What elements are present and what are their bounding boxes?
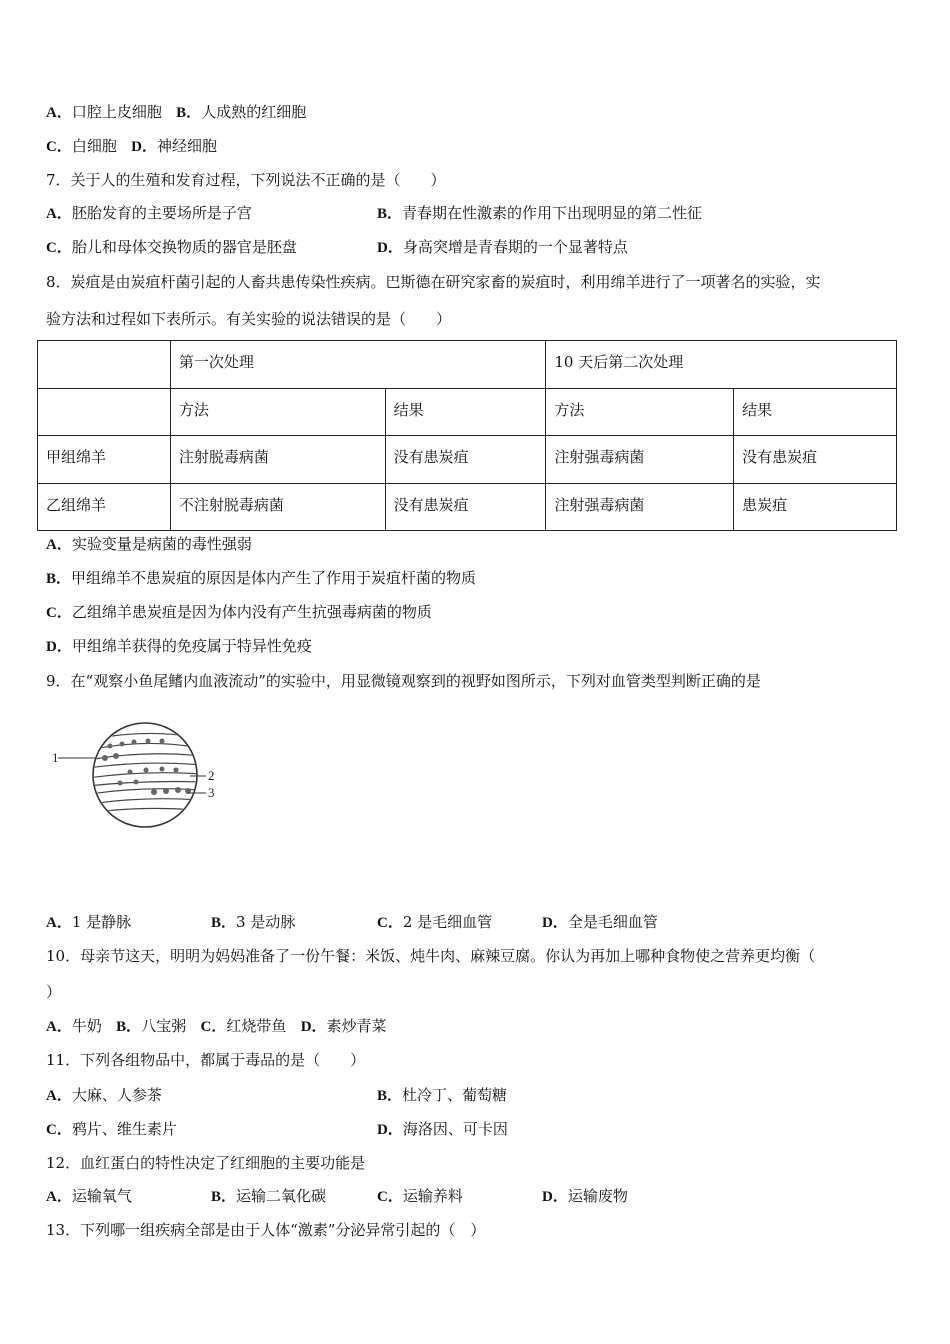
q8-option-d	[46, 636, 312, 657]
q11-option-c-label: C．	[46, 1122, 72, 1138]
q8-option-c-label: C．	[46, 605, 72, 621]
q10-option-b-label: B．	[116, 1019, 142, 1035]
q8-option-a-label: A．	[46, 537, 72, 553]
figure-label-1: 1	[52, 750, 59, 765]
q13-stem: 13．下列哪一组疾病全部是由于人体“激素”分泌异常引起的（ ）	[46, 1221, 486, 1239]
q10-option-a-text: 牛奶	[71, 1017, 102, 1035]
q12-option-c-label: C．	[377, 1189, 403, 1205]
q10-option-d-label: D．	[300, 1019, 327, 1035]
table-header-method-2: 方法	[546, 388, 734, 436]
table-header-result-1: 结果	[385, 388, 546, 436]
q7-option-a	[46, 203, 252, 224]
q9-option-a	[46, 912, 131, 933]
figure-label-3: 3	[208, 785, 215, 800]
q10-stem-line1: 10．母亲节这天，明明为妈妈准备了一份午餐：米饭、炖牛肉、麻辣豆腐。你认为再加上哪种食物使之营养更均衡（	[46, 947, 816, 965]
table-cell-group: 乙组绵羊	[38, 483, 171, 531]
q8-option-c	[46, 602, 432, 623]
q12-option-a-text: 运输氧气	[71, 1187, 132, 1205]
q7-option-b	[377, 203, 702, 224]
q8-option-a-text: 实验变量是病菌的毒性强弱	[71, 535, 252, 553]
q12-option-d-label: D．	[542, 1189, 568, 1205]
q9-option-b-label: B．	[211, 915, 237, 931]
table-cell-result-2: 没有患炭疽	[734, 436, 897, 484]
q9-option-a-label: A．	[46, 915, 72, 931]
q12-option-c	[377, 1186, 463, 1207]
q10-option-c-text: 红烧带鱼	[226, 1017, 287, 1035]
q12-option-a-label: A．	[46, 1189, 72, 1205]
table-cell-method-2: 注射强毒病菌	[546, 436, 734, 484]
q6-option-b-text: 人成熟的红细胞	[201, 103, 307, 121]
q8-stem-line1: 8．炭疽是由炭疽杆菌引起的人畜共患传染性疾病。巴斯德在研究家畜的炭疽时，利用绵羊进行了一项著名的实验，实	[46, 273, 821, 291]
q9-option-c	[377, 912, 492, 933]
q8-option-b-label: B．	[46, 571, 72, 587]
q6-option-d-text: 神经细胞	[157, 137, 218, 155]
q7-option-c-label: C．	[46, 240, 72, 256]
table-header-method-1: 方法	[170, 388, 385, 436]
q9-option-b	[211, 912, 295, 933]
q7-stem: 7．关于人的生殖和发育过程，下列说法不正确的是（ ）	[46, 171, 446, 189]
q7-option-b-text: 青春期在性激素的作用下出现明显的第二性征	[402, 204, 703, 222]
q7-option-c	[46, 237, 297, 258]
q11-option-c	[46, 1119, 177, 1140]
q7-option-b-label: B．	[377, 206, 403, 222]
q12-option-a	[46, 1186, 132, 1207]
q11-option-c-text: 鸦片、维生素片	[71, 1120, 177, 1138]
q7-option-d-text: 身高突增是青春期的一个显著特点	[402, 238, 628, 256]
q10-option-c-label: C．	[200, 1019, 227, 1035]
q10-option-a-label: A．	[46, 1019, 72, 1035]
q11-option-a-text: 大麻、人参茶	[71, 1086, 162, 1104]
table-cell-result-1: 没有患炭疽	[385, 483, 546, 531]
q8-stem-line2: 验方法和过程如下表所示。有关实验的说法错误的是（ ）	[46, 310, 452, 328]
q6-option-a-text: 口腔上皮细胞	[71, 103, 162, 121]
q9-option-d	[542, 912, 658, 933]
q6-options-row2	[46, 136, 217, 157]
q9-option-a-text: 1 是静脉	[71, 913, 132, 931]
q12-stem: 12．血红蛋白的特性决定了红细胞的主要功能是	[46, 1154, 366, 1172]
microscope-field-illustration	[50, 720, 230, 830]
fish-tail-microscope-figure	[50, 720, 230, 834]
table-header-row-1	[38, 341, 897, 389]
q11-option-a	[46, 1085, 162, 1106]
q7-option-c-text: 胎儿和母体交换物质的器官是胚盘	[71, 238, 297, 256]
q6-option-b-label: B．	[176, 105, 202, 121]
q11-stem: 11．下列各组物品中，都属于毒品的是（ ）	[46, 1051, 366, 1069]
q7-option-a-label: A．	[46, 206, 72, 222]
q6-option-c-label: C．	[46, 139, 72, 155]
q11-option-d-text: 海洛因、可卡因	[402, 1120, 508, 1138]
table-blank-cell	[38, 388, 171, 436]
q12-option-c-text: 运输养料	[402, 1187, 463, 1205]
q6-option-a-label: A．	[46, 105, 72, 121]
table-header-second-treatment: 10 天后第二次处理	[546, 341, 897, 389]
q9-option-d-label: D．	[542, 915, 568, 931]
q8-experiment-table	[37, 340, 897, 531]
q8-option-b-text: 甲组绵羊不患炭疽的原因是体内产生了作用于炭疽杆菌的物质	[71, 569, 477, 587]
q11-option-a-label: A．	[46, 1088, 72, 1104]
q12-option-d	[542, 1186, 628, 1207]
table-cell-result-1: 没有患炭疽	[385, 436, 546, 484]
q12-option-b-text: 运输二氧化碳	[236, 1187, 327, 1205]
q12-option-b-label: B．	[211, 1189, 237, 1205]
q9-stem: 9．在“观察小鱼尾鳍内血液流动”的实验中，用显微镜观察到的视野如图所示，下列对血管类型判断正确的是	[46, 672, 761, 690]
q10-options	[46, 1016, 387, 1037]
q9-option-d-text: 全是毛细血管	[567, 913, 658, 931]
q11-option-b-text: 杜冷丁、葡萄糖	[402, 1086, 508, 1104]
q11-option-b-label: B．	[377, 1088, 403, 1104]
table-cell-method-2: 注射强毒病菌	[546, 483, 734, 531]
table-header-result-2: 结果	[734, 388, 897, 436]
q8-option-d-label: D．	[46, 639, 72, 655]
q10-stem-line2: ）	[46, 983, 62, 1001]
table-row	[38, 436, 897, 484]
q9-option-c-label: C．	[377, 915, 403, 931]
q12-option-d-text: 运输废物	[567, 1187, 628, 1205]
table-cell-method-1: 注射脱毒病菌	[170, 436, 385, 484]
q11-option-d-label: D．	[377, 1122, 403, 1138]
q8-option-a	[46, 534, 252, 555]
figure-label-2: 2	[208, 768, 215, 783]
q11-option-b	[377, 1085, 507, 1106]
q7-option-a-text: 胚胎发育的主要场所是子宫	[71, 204, 252, 222]
table-cell-group: 甲组绵羊	[38, 436, 171, 484]
q9-option-b-text: 3 是动脉	[236, 913, 296, 931]
q6-options-row1	[46, 102, 306, 123]
q7-option-d-label: D．	[377, 240, 403, 256]
q12-option-b	[211, 1186, 326, 1207]
table-corner-cell	[38, 341, 171, 389]
table-cell-result-2: 患炭疽	[734, 483, 897, 531]
q10-option-b-text: 八宝粥	[141, 1017, 187, 1035]
q7-option-d	[377, 237, 628, 258]
q6-option-d-label: D．	[131, 139, 158, 155]
q8-option-d-text: 甲组绵羊获得的免疫属于特异性免疫	[71, 637, 312, 655]
q10-option-d-text: 素炒青菜	[326, 1017, 387, 1035]
q11-option-d	[377, 1119, 508, 1140]
table-row	[38, 483, 897, 531]
q8-option-b	[46, 568, 476, 589]
table-header-first-treatment: 第一次处理	[170, 341, 546, 389]
table-header-row-2	[38, 388, 897, 436]
q6-option-c-text: 白细胞	[71, 137, 117, 155]
table-cell-method-1: 不注射脱毒病菌	[170, 483, 385, 531]
q9-option-c-text: 2 是毛细血管	[402, 913, 493, 931]
q8-option-c-text: 乙组绵羊患炭疽是因为体内没有产生抗强毒病菌的物质	[71, 603, 432, 621]
